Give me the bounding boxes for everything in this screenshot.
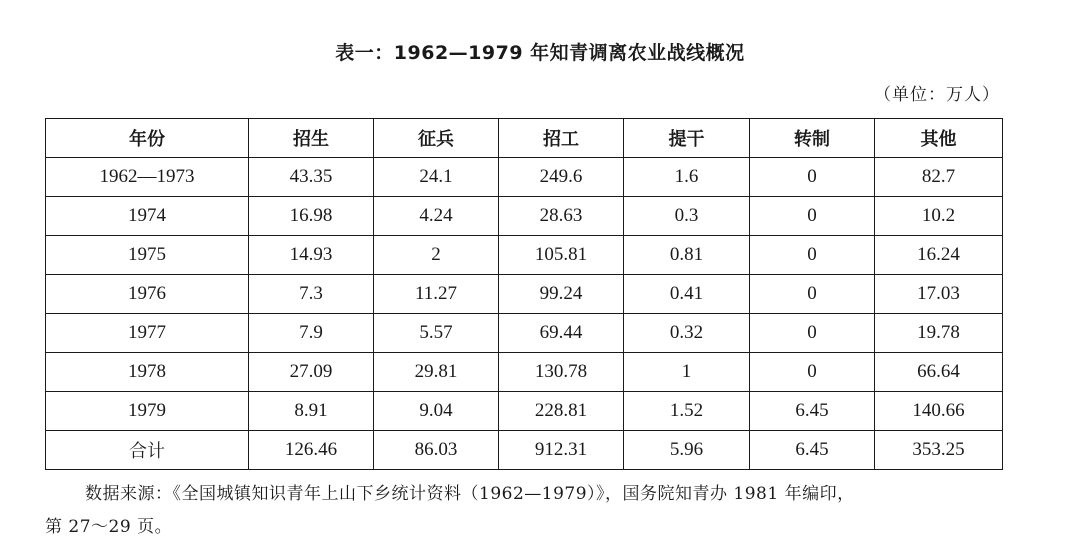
cell-year: 1962—1973 — [46, 158, 249, 197]
cell-total-value: 126.46 — [249, 431, 374, 470]
header-row — [46, 119, 1003, 158]
cell-value: 16.24 — [875, 236, 1003, 275]
table-row — [46, 392, 1003, 431]
col-header-enrollment: 招生 — [249, 119, 374, 158]
cell-value: 0 — [750, 236, 875, 275]
cell-value: 0.32 — [624, 314, 750, 353]
cell-value: 28.63 — [499, 197, 624, 236]
cell-value: 1.52 — [624, 392, 750, 431]
cell-value: 16.98 — [249, 197, 374, 236]
cell-total-value: 86.03 — [374, 431, 499, 470]
cell-value: 0 — [750, 197, 875, 236]
cell-value: 5.57 — [374, 314, 499, 353]
cell-value: 19.78 — [875, 314, 1003, 353]
cell-value: 0 — [750, 353, 875, 392]
cell-year: 1979 — [46, 392, 249, 431]
cell-value: 0.3 — [624, 197, 750, 236]
cell-value: 1 — [624, 353, 750, 392]
cell-value: 0 — [750, 158, 875, 197]
cell-value: 82.7 — [875, 158, 1003, 197]
data-table — [45, 118, 1003, 470]
table-row — [46, 353, 1003, 392]
source-line-2: 第 27～29 页。 — [45, 517, 173, 537]
col-header-recruitment: 招工 — [499, 119, 624, 158]
unit-note: （单位：万人） — [874, 85, 1000, 105]
table-row — [46, 158, 1003, 197]
cell-value: 2 — [374, 236, 499, 275]
cell-value: 249.6 — [499, 158, 624, 197]
cell-value: 8.91 — [249, 392, 374, 431]
table-row — [46, 314, 1003, 353]
cell-value: 17.03 — [875, 275, 1003, 314]
cell-value: 66.64 — [875, 353, 1003, 392]
cell-total-value: 353.25 — [875, 431, 1003, 470]
cell-value: 7.3 — [249, 275, 374, 314]
cell-value: 130.78 — [499, 353, 624, 392]
cell-value: 10.2 — [875, 197, 1003, 236]
col-header-promotion: 提干 — [624, 119, 750, 158]
table-row — [46, 236, 1003, 275]
cell-value: 228.81 — [499, 392, 624, 431]
col-header-other: 其他 — [875, 119, 1003, 158]
cell-value: 140.66 — [875, 392, 1003, 431]
cell-value: 43.35 — [249, 158, 374, 197]
cell-value: 7.9 — [249, 314, 374, 353]
cell-value: 0.81 — [624, 236, 750, 275]
cell-value: 0 — [750, 314, 875, 353]
col-header-year: 年份 — [46, 119, 249, 158]
cell-year: 1977 — [46, 314, 249, 353]
table-row — [46, 275, 1003, 314]
cell-value: 99.24 — [499, 275, 624, 314]
cell-value: 27.09 — [249, 353, 374, 392]
cell-year: 1975 — [46, 236, 249, 275]
source-note — [45, 478, 1025, 544]
cell-value: 14.93 — [249, 236, 374, 275]
cell-total-label: 合计 — [46, 431, 249, 470]
cell-total-value: 912.31 — [499, 431, 624, 470]
total-row — [46, 431, 1003, 470]
col-header-transfer: 转制 — [750, 119, 875, 158]
cell-value: 9.04 — [374, 392, 499, 431]
cell-value: 29.81 — [374, 353, 499, 392]
source-text: 数据来源：《全国城镇知识青年上山下乡统计资料（1962—1979）》，国务院知青办 1981 年编印， — [85, 484, 855, 504]
cell-value: 69.44 — [499, 314, 624, 353]
table-row — [46, 197, 1003, 236]
cell-value: 1.6 — [624, 158, 750, 197]
source-line-1 — [45, 478, 1025, 511]
cell-year: 1976 — [46, 275, 249, 314]
cell-value: 0.41 — [624, 275, 750, 314]
col-header-conscription: 征兵 — [374, 119, 499, 158]
cell-total-value: 6.45 — [750, 431, 875, 470]
cell-year: 1974 — [46, 197, 249, 236]
cell-value: 4.24 — [374, 197, 499, 236]
cell-value: 24.1 — [374, 158, 499, 197]
cell-value: 0 — [750, 275, 875, 314]
cell-value: 6.45 — [750, 392, 875, 431]
cell-year: 1978 — [46, 353, 249, 392]
table-title: 表一：1962—1979 年知青调离农业战线概况 — [335, 42, 745, 64]
cell-value: 11.27 — [374, 275, 499, 314]
cell-value: 105.81 — [499, 236, 624, 275]
cell-total-value: 5.96 — [624, 431, 750, 470]
